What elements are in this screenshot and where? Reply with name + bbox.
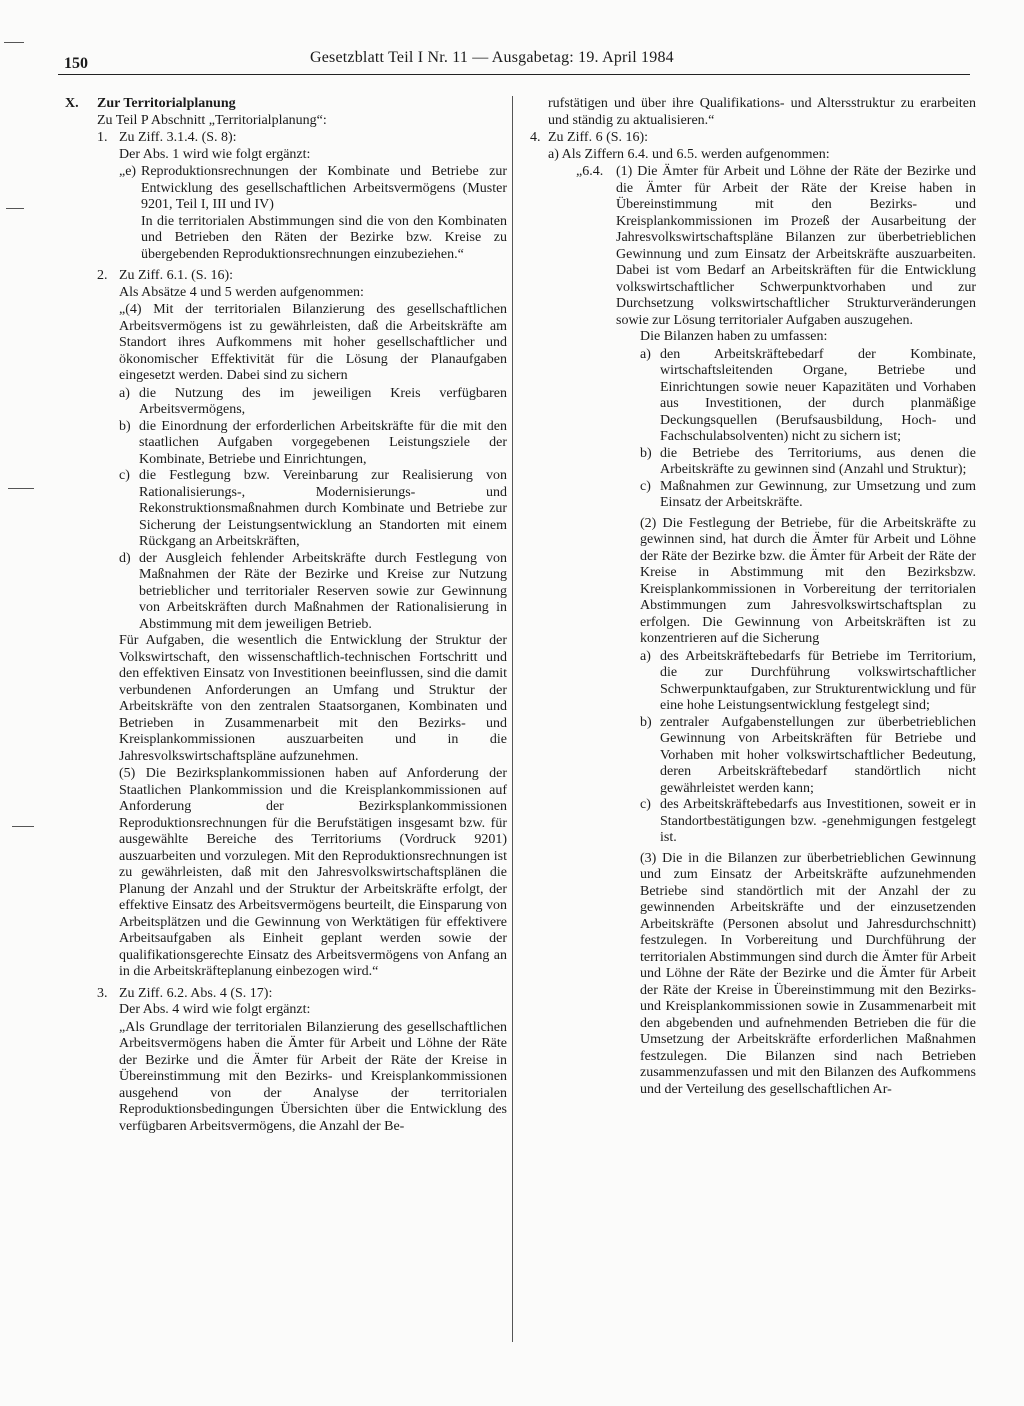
list-item-label: d) xyxy=(119,550,131,566)
list-item xyxy=(119,551,507,634)
item-3-heading xyxy=(97,986,507,1003)
ziffer-6-4-para-1: (1) Die Ämter für Arbeit und Löhne der Räte der Bezirke und die Ämter für Arbeit der Räte der Kreise haben in Übereinstimmung mit den Bezirks- und Kreisplankommissionen im Prozeß der Ausarbeitung der Jahresvolkswirtschaftspläne Bilanzen zur überbetrieblichen Gewinnung und zum Einsatz der Arbeitskräfte auszuarbeiten. Dabei ist vom Bedarf an Arbeitskräften für die Entwicklung volkswirtschaftlicher Schwerpunktvorhaben und zur Durchsetzung volkswirtschaftlicher Strukturveränderungen sowie zur Lösung territorialer Aufgaben auszugehen. xyxy=(616,164,976,328)
ziffer-6-4-lead: Die Bilanzen haben zu umfassen: xyxy=(640,329,828,344)
ziffer-6-4-para-2: (2) Die Festlegung der Betriebe, für die Arbeitskräfte zu gewinnen sind, hat durch die Ämter für Arbeit und Löhne der Räte der Bezirke bzw. die Ämter für Arbeit der Räte der Kreise in Abstimmung mit den Bezirksbzw. Kreisplankommissionen in Vorbereitung der territorialen Abstimmungen zum Jahresvolkswirtschaftsplan zu erfolgen. Die Gewinnung von Arbeitskräften ist zu konzentrieren auf die Sicherung xyxy=(640,515,976,646)
list-item-text: die Festlegung bzw. Vereinbarung zur Realisierung von Rationalisierungs-, Modernisierungs- und Rekonstruktionsmaßnahmen durch Kombinate und Betriebe zur Sicherung der Leistungsentwicklung an Standorten mit einem Rückgang an Arbeitskräften, xyxy=(139,468,507,549)
list-item-label: c) xyxy=(640,797,651,812)
list-item-label: b) xyxy=(640,445,652,461)
running-header: Gesetzblatt Teil I Nr. 11 — Ausgabetag: 19. April 1984 xyxy=(310,49,674,66)
list-item xyxy=(640,715,976,798)
list-item-label: a) xyxy=(640,346,651,362)
left-column xyxy=(65,96,507,1136)
list-item-text: des Arbeitskräftebedarfs für Betriebe im Territorium, die zur Durchführung volkswirtschaftlicher Schwerpunktaufgaben, zur Strukturentwicklung und für eine hohe Leistungsentwicklung festgelegt sind; xyxy=(660,648,976,713)
list-item xyxy=(640,797,976,847)
list-item-label: a) xyxy=(119,385,130,401)
list-item xyxy=(640,446,976,479)
item-4-heading xyxy=(530,130,976,147)
right-column xyxy=(530,96,976,1099)
list-item xyxy=(119,386,507,419)
item-4-title: Zu Ziff. 6 (S. 16): xyxy=(548,130,649,145)
item-1-lead: Der Abs. 1 wird wie folgt ergänzt: xyxy=(119,146,311,162)
list-item-text: zentraler Aufgabenstellungen zur überbetrieblichen Gewinnung von Arbeitskräften für Betriebe und Vorhaben mit hoher volkswirtschaftlicher Bedeutung, deren Arbeitskräftebedarf standörtlich nicht gewährleistet werden kann; xyxy=(660,714,976,796)
item-2-lead: Als Absätze 4 und 5 werden aufgenommen: xyxy=(119,284,364,300)
item-2-title: Zu Ziff. 6.1. (S. 16): xyxy=(119,268,234,283)
item-2-label: 2. xyxy=(97,268,108,283)
paragraph-5: (5) Die Bezirksplankommissionen haben auf Anforderung der Staatlichen Plankommission und die Kreisplankommissionen auf Anforderung der Bezirksplankommissionen Reproduktionsrechnungen für die Berufstätigen insgesamt bzw. für ausgewählte Bereiche des Territoriums (Vordruck 9201) auszuarbeiten und vorzulegen. Mit den Reproduktionsrechnungen ist zu gewährleisten, daß mit den Jahresvolkswirtschaftsplänen die Planung der Anzahl und der Struktur der Arbeitskräfte erfolgt, der effektive Einsatz des Arbeitsvermögens beurteilt, die Einsparung von Arbeitsplätzen und die Gewinnung von Werktätigen für effektivere Arbeitsaufgaben als Einheit geplant werden sowie der qualifikationsgerechte Einsatz des Arbeitsvermögens von Anfang an in die Arbeitskräfteplanung einbezogen wird.“ xyxy=(119,766,507,979)
item-3-quote: „Als Grundlage der territorialen Bilanzierung des gesellschaftlichen Arbeitsvermögens haben die Ämter für Arbeit und Löhne der Räte der Bezirke und die Ämter für Arbeit der Räte der Kreise in Übereinstimmung mit den Bezirks- und Kreisplankommissionen ausgehend von der Analyse der territorialen Reproduktionsbedingungen Übersichten über die Entwicklung des verfügbaren Arbeitsvermögens, die Anzahl der Be- xyxy=(119,1019,507,1134)
section-title: Zur Territorialplanung xyxy=(97,96,236,111)
item-1-heading xyxy=(97,130,507,147)
item-1-label: 1. xyxy=(97,130,108,145)
list-item-label: b) xyxy=(119,418,131,434)
scan-mark xyxy=(12,826,34,827)
section-label: X. xyxy=(65,96,79,111)
list-item-label: c) xyxy=(119,468,130,483)
header-rule xyxy=(58,74,970,75)
ziffer-6-4 xyxy=(576,164,976,329)
item-1-quote xyxy=(119,164,507,214)
item-1-title: Zu Ziff. 3.1.4. (S. 8): xyxy=(119,130,237,145)
paragraph-4: „(4) Mit der territorialen Bilanzierung des gesellschaftlichen Arbeitsvermögens ist zu gewährleisten, daß die Arbeitskräfte am Standort ihres Aufkommens mit hoher gesellschaftlicher und ökonomischer Effektivität für die Lösung der Planaufgaben eingesetzt werden. Dabei sind zu sichern xyxy=(119,302,507,383)
list-item xyxy=(119,419,507,469)
ziffer-label: „6.4. xyxy=(576,164,604,179)
item-3-quote-cont: rufstätigen und über ihre Qualifikations- und Altersstruktur zu erarbeiten und ständig zu aktualisieren.“ xyxy=(548,96,976,128)
list-item xyxy=(640,649,976,715)
item-1-quote-cont: In die territorialen Abstimmungen sind die von den Kombinaten und Betrieben den Räten der Bezirke bzw. Kreise zu übergebenden Reproduktionsrechnungen einzubeziehen.“ xyxy=(141,213,507,262)
paragraph-4-continuation: Für Aufgaben, die wesentlich die Entwicklung der Struktur der Volkswirtschaft, den wissenschaftlich-technischen Fortschritt und den effektiven Einsatz von Investitionen beeinflussen, sind die damit verbundenen Anforderungen an Umfang und Struktur der Arbeitskräfte von den zentralen Staatsorganen, Kombinaten und Betrieben in Zusammenarbeit mit den Bezirks- und Kreisplankommissionen auszuarbeiten und in die Jahresvolkswirtschaftspläne aufzunehmen. xyxy=(119,633,507,764)
page-number: 150 xyxy=(64,55,88,72)
section-heading xyxy=(65,96,507,113)
list-item-label: c) xyxy=(640,478,651,494)
list-item-label: b) xyxy=(640,714,652,730)
quote-label: „e) xyxy=(119,164,137,179)
list-item-text: den Arbeitskräftebedarf der Kombinate, wirtschaftsleitenden Organe, Betriebe und Einrichtungen sowie neuer Kapazitäten und Vorhaben aus Investitionen, der durch planmäßige Deckungsquellen (Berufsausbildung, Hoch- und Fachschulabsolventen) nicht zu sichern ist; xyxy=(660,346,976,444)
item-2-heading xyxy=(97,268,507,285)
list-item-text: die Nutzung des im jeweiligen Kreis verfügbaren Arbeitsvermögens, xyxy=(139,385,507,417)
scan-mark xyxy=(6,208,24,209)
list-item-label: a) xyxy=(640,648,651,664)
list-item xyxy=(119,468,507,551)
item-3-label: 3. xyxy=(97,985,108,1001)
list-item-text: Maßnahmen zur Gewinnung, zur Umsetzung und zum Einsatz der Arbeitskräfte. xyxy=(660,478,976,510)
ziffer-6-4-para-3: (3) Die in die Bilanzen zur überbetrieblichen Gewinnung und zum Einsatz der Arbeitskräfte aufzunehmenden Betriebe sind standörtlich mit der Anzahl der zu gewinnenden Arbeitskräfte und der einzusetzenden Arbeitskräfte (Personen absolut und Jahresdurchschnitt) festzulegen. In Vorbereitung und Durchführung der territorialen Abstimmungen sind durch die Ämter für Arbeit und Löhne der Räte der Bezirke und die Ämter für Arbeit der Räte der Kreise in Übereinstimmung mit den Bezirks- und Kreisplankommissionen sowie in Zusammenarbeit mit den abgebenden und aufnehmenden Betrieben die für die Umsetzung der Arbeitskräfte erforderlichen Maßnahmen festzulegen. Die Bilanzen sind nach Betrieben zusammenzufassen und mit den Bilanzen des Aufkommens und der Verteilung des gesellschaftlichen Ar- xyxy=(640,850,976,1097)
list-item-text: der Ausgleich fehlender Arbeitskräfte durch Festlegung von Maßnahmen der Räte der Bezirke und Kreise zur Nutzung betrieblicher und territorialer Reserven sowie zur Gewinnung von Arbeitskräften durch Maßnahmen der Rationalisierung in Abstimmung mit dem jeweiligen Betrieb. xyxy=(139,550,507,632)
list-item-text: die Einordnung der erforderlichen Arbeitskräfte für die mit den staatlichen Aufgaben vorgegebenen Leistungsziele der Kombinate, Betriebe und Einrichtungen, xyxy=(139,418,507,467)
list-item xyxy=(640,347,976,446)
item-3-lead: Der Abs. 4 wird wie folgt ergänzt: xyxy=(119,1002,311,1017)
column-divider xyxy=(512,96,513,1342)
scan-mark xyxy=(4,42,24,43)
item-4-sub-a: a) Als Ziffern 6.4. und 6.5. werden aufgenommen: xyxy=(548,146,830,162)
quote-text: Reproduktionsrechnungen der Kombinate und Betriebe zur Entwicklung des gesellschaftlichen Arbeitsvermögens (Muster 9201, Teil I, III und IV) xyxy=(141,164,507,212)
scan-mark xyxy=(8,488,34,489)
item-3-title: Zu Ziff. 6.2. Abs. 4 (S. 17): xyxy=(119,985,273,1001)
list-item-text: des Arbeitskräftebedarfs aus Investitionen, soweit er in Standortbestätigungen bzw. -genehmigungen festgelegt ist. xyxy=(660,797,976,845)
section-intro: Zu Teil P Abschnitt „Territorialplanung“: xyxy=(97,112,327,128)
list-item-text: die Betriebe des Territoriums, aus denen die Arbeitskräfte zu gewinnen sind (Anzahl und Struktur); xyxy=(660,445,976,477)
list-item xyxy=(640,479,976,512)
item-4-label: 4. xyxy=(530,130,541,145)
